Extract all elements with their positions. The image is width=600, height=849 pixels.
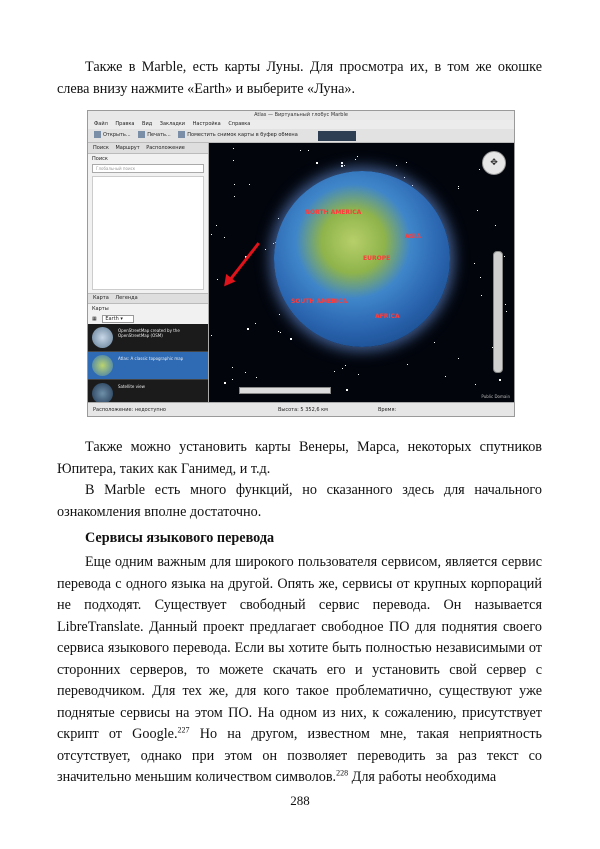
star <box>278 218 279 219</box>
label-asia: ASIA <box>405 233 421 240</box>
star <box>232 367 233 368</box>
star <box>341 165 343 167</box>
star <box>224 382 226 384</box>
section-heading: Сервисы языкового перевода <box>85 530 275 546</box>
credit-text: Public Domain <box>481 394 510 399</box>
star <box>278 331 279 332</box>
status-time: Время: <box>378 407 397 413</box>
star <box>481 295 482 296</box>
menu-item-view[interactable]: Вид <box>142 121 153 127</box>
map-view[interactable] <box>209 143 514 402</box>
star <box>255 323 256 324</box>
tab-search[interactable]: Поиск <box>93 145 109 151</box>
star <box>458 358 459 359</box>
status-location: Расположение: недоступно <box>93 407 166 413</box>
translation-text-part1: Еще одним важным для широкого пользователя сервисом, является сервис перевода с одного языка на другой. Опять же, сервисы от крупных корпораций не подходят. Существует свободный сервис перевода. Он называется LibreTranslate. Данный проект предлагает свободное ПО для поднятия своего сервиса языкового перевода. Если вы хотите быть полностью независимыми от сторонних серверов, то можете скачать его и установить свой сервер с переводчиком. Для тех же, для кого такое проблематично, существуют уже поднятые сервисы на этом ПО. На одном из них, к сожалению, присутствует скрипт от Google. <box>57 554 542 742</box>
search-label: Поиск <box>92 156 108 162</box>
paragraph-translation-services <box>57 552 542 789</box>
star <box>355 159 356 160</box>
star <box>357 156 358 157</box>
star <box>396 165 397 166</box>
star <box>475 384 476 385</box>
tab-route[interactable]: Маршрут <box>115 145 140 151</box>
overview-map[interactable] <box>318 131 356 141</box>
tab-legend[interactable]: Легенда <box>115 295 138 301</box>
star <box>458 188 459 189</box>
paragraph-other-planets: Также можно установить карты Венеры, Марса, некоторых спутников Юпитера, таких как Ганимед, и т.д. <box>57 439 542 477</box>
print-button[interactable]: Печать... <box>138 129 170 142</box>
star <box>249 184 250 185</box>
open-button[interactable]: Открыть... <box>94 129 131 142</box>
star <box>233 160 234 161</box>
label-north-america: NORTH AMERICA <box>305 209 362 216</box>
footnote-ref-228[interactable]: 228 <box>336 768 349 778</box>
marble-screenshot <box>87 110 515 417</box>
scale-bar <box>239 387 331 394</box>
star <box>224 237 225 238</box>
grid-icon[interactable]: ▦ <box>92 316 97 322</box>
page-number: 288 <box>290 793 310 808</box>
star <box>504 256 505 257</box>
star <box>300 150 301 151</box>
star <box>499 379 501 381</box>
menu-item-edit[interactable]: Правка <box>115 121 135 127</box>
search-results-list[interactable] <box>92 176 204 290</box>
menu-item-settings[interactable]: Настройка <box>192 121 221 127</box>
star <box>407 364 408 365</box>
map-theme-item[interactable] <box>88 324 208 352</box>
translation-text-part2: Но на другом, известном мне, такая неприятность отсутствует, однако при этом он позволяет переводить за раз текст со значительно меньшим количеством символов. <box>57 726 543 785</box>
star <box>316 162 318 164</box>
copy-map-button[interactable]: Поместить снимок карты в буфер обмена <box>178 129 297 142</box>
footnote-ref-227[interactable]: 227 <box>177 725 190 735</box>
map-thumbnail <box>92 327 113 348</box>
search-input[interactable]: Глобальный поиск <box>92 164 204 173</box>
tab-location[interactable]: Расположение <box>146 145 185 151</box>
label-south-america: SOUTH AMERICA <box>291 298 348 305</box>
status-bar <box>88 402 514 417</box>
planet-select[interactable]: Earth ▾ <box>102 315 134 323</box>
map-thumbnail <box>92 355 113 376</box>
map-selector-row <box>88 314 208 324</box>
star <box>308 150 309 151</box>
menu-bar <box>88 120 514 129</box>
star <box>233 148 234 149</box>
star <box>245 372 246 373</box>
star <box>211 335 212 336</box>
star <box>404 177 405 178</box>
maps-label: Карты <box>92 306 109 312</box>
star <box>290 338 292 340</box>
star <box>334 371 335 372</box>
star <box>477 210 478 211</box>
star <box>234 196 235 197</box>
star <box>445 376 446 377</box>
star <box>346 389 348 391</box>
star <box>479 169 480 170</box>
star <box>506 311 507 312</box>
star <box>234 184 235 185</box>
tab-map[interactable]: Карта <box>93 295 109 301</box>
map-thumbnail <box>92 383 113 404</box>
map-theme-label: Atlas: A classic topographic map <box>118 356 184 361</box>
star <box>216 225 217 226</box>
star <box>458 186 459 187</box>
star <box>345 365 346 366</box>
status-altitude: Высота: 5 352,6 км <box>278 407 328 413</box>
lower-tabs <box>88 293 208 304</box>
star <box>358 374 359 375</box>
menu-item-help[interactable]: Справка <box>228 121 251 127</box>
window-title: Atlas — Виртуальный глобус Marble <box>88 111 514 120</box>
translation-text-part3: Для работы необходима <box>348 769 497 785</box>
copy-icon <box>178 131 185 138</box>
compass-icon[interactable]: ✥ <box>482 151 506 175</box>
star <box>279 314 280 315</box>
menu-item-bookmarks[interactable]: Закладки <box>159 121 186 127</box>
paragraph-moon-maps: Также в Marble, есть карты Луны. Для просмотра их, в том же окошке слева внизу нажмите «Earth» и выберите «Луна». <box>57 59 542 97</box>
star <box>480 277 481 278</box>
star <box>256 377 257 378</box>
star <box>232 379 233 380</box>
map-theme-label: Satellite view <box>118 384 145 389</box>
menu-item-file[interactable]: Файл <box>94 121 108 127</box>
star <box>406 162 407 163</box>
star <box>211 234 212 235</box>
earth-globe[interactable] <box>274 171 450 347</box>
paragraph-marble-summary: В Marble есть много функций, но сказанного здесь для начального ознакомления вполне достаточно. <box>57 482 542 520</box>
star <box>474 263 475 264</box>
star <box>434 342 435 343</box>
star <box>342 368 343 369</box>
star <box>247 328 249 330</box>
label-europe: EUROPE <box>363 255 391 262</box>
label-africa: AFRICA <box>375 313 400 320</box>
map-theme-item-selected[interactable] <box>88 352 208 380</box>
printer-icon <box>138 131 145 138</box>
star <box>280 332 281 333</box>
star <box>341 162 343 164</box>
star <box>344 165 345 166</box>
folder-icon <box>94 131 101 138</box>
star <box>265 249 266 250</box>
star <box>495 225 496 226</box>
toolbar <box>88 129 514 143</box>
map-theme-label: OpenStreetMap created by the OpenStreetMap (OSM) <box>118 328 180 338</box>
sidebar <box>88 143 209 402</box>
zoom-slider[interactable] <box>493 251 503 373</box>
star <box>505 304 506 305</box>
star <box>273 243 274 244</box>
sidebar-tabs <box>88 143 208 154</box>
star <box>217 279 218 280</box>
